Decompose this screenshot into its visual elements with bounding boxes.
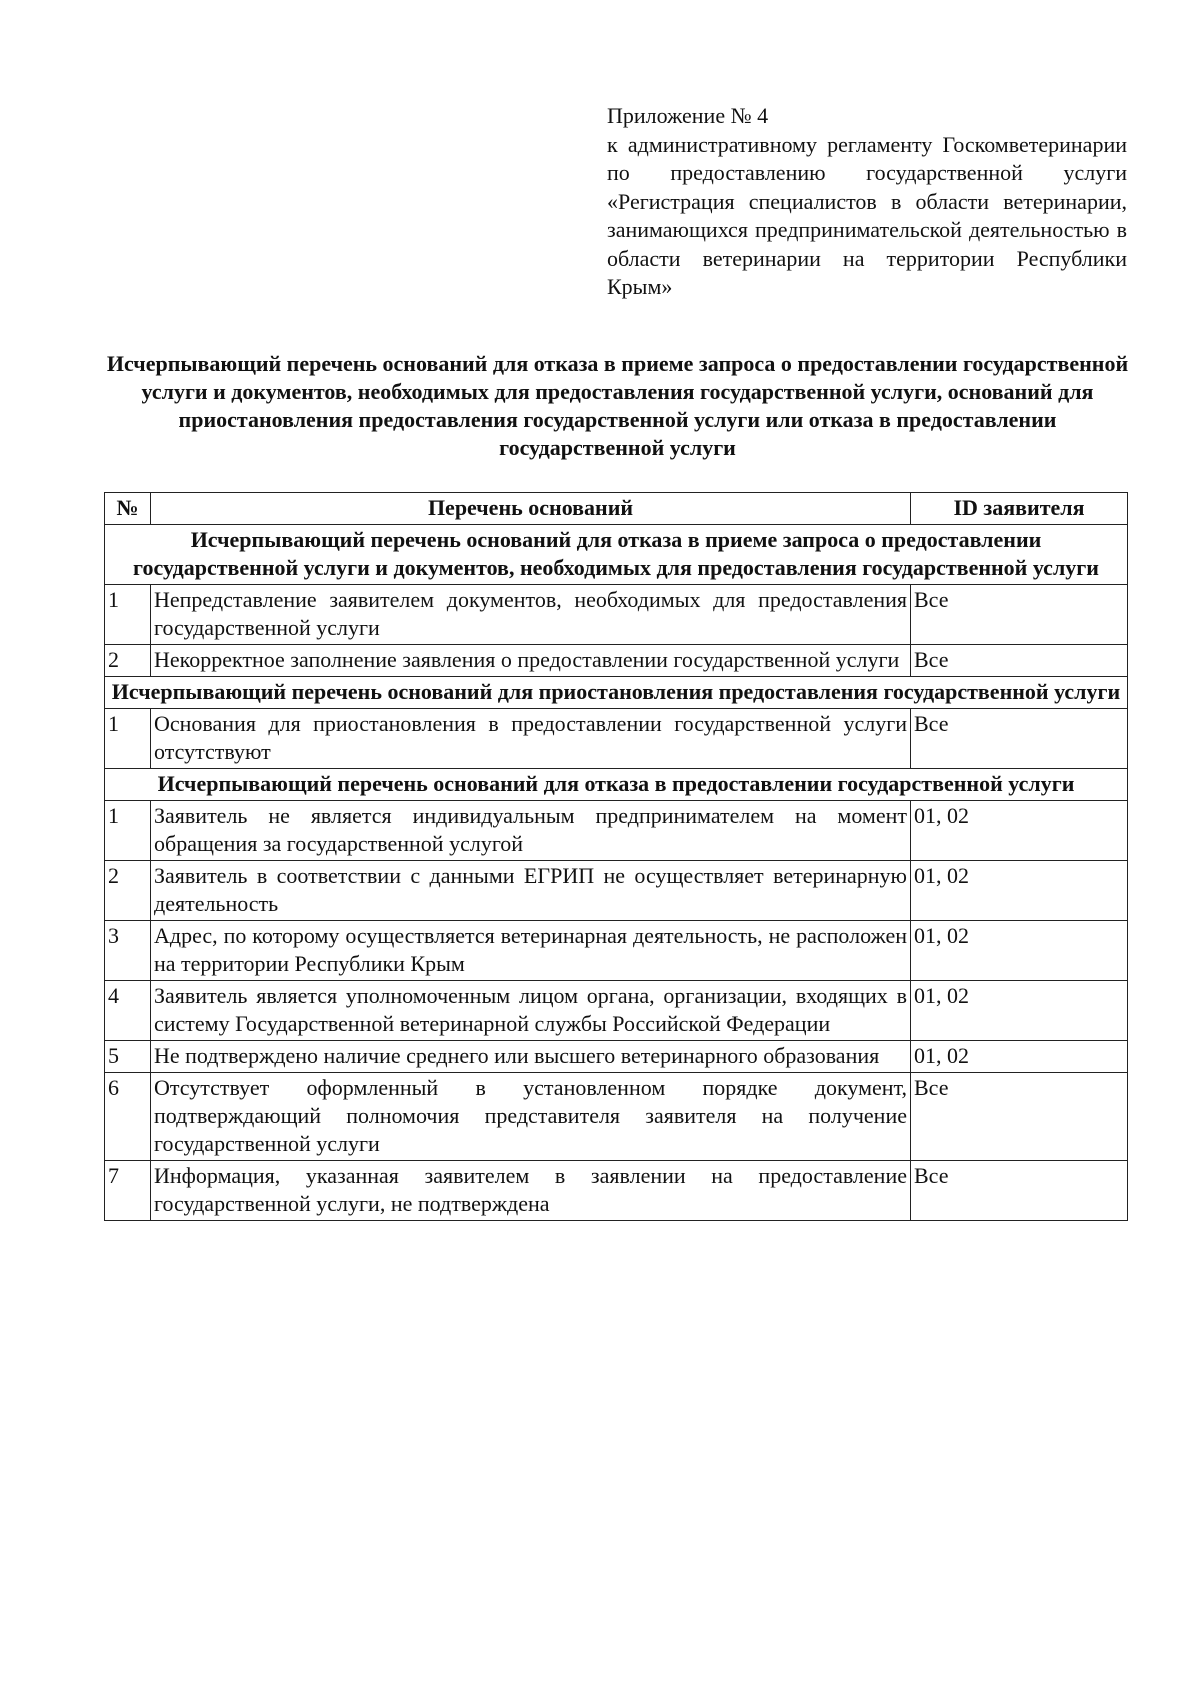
table-row [105, 1041, 1128, 1073]
appendix-title: Приложение № 4 [607, 103, 769, 128]
table-row [105, 1073, 1128, 1161]
section-title: Исчерпывающий перечень оснований для отказа в предоставлении государственной услуги [105, 769, 1128, 801]
row-applicant-id: Все [911, 1161, 1128, 1221]
table-header-row [105, 493, 1128, 525]
row-number: 1 [105, 801, 151, 861]
row-number: 6 [105, 1073, 151, 1161]
row-number: 3 [105, 921, 151, 981]
appendix-reference [607, 102, 1127, 302]
row-applicant-id: 01, 02 [911, 981, 1128, 1041]
row-applicant-id: Все [911, 709, 1128, 769]
table-body [105, 525, 1128, 1221]
row-ground-text: Основания для приостановления в предоставлении государственной услуги отсутствуют [151, 709, 911, 769]
row-ground-text: Заявитель не является индивидуальным предпринимателем на момент обращения за государственной услугой [151, 801, 911, 861]
header-applicant-id: ID заявителя [911, 493, 1128, 525]
table-row [105, 981, 1128, 1041]
table-row [105, 709, 1128, 769]
row-number: 4 [105, 981, 151, 1041]
row-ground-text: Заявитель в соответствии с данными ЕГРИП не осуществляет ветеринарную деятельность [151, 861, 911, 921]
document-heading: Исчерпывающий перечень оснований для отказа в приеме запроса о предоставлении государственной услуги и документов, необходимых для предоставления государственной услуги, оснований для приостановления предоставления государственной услуги или отказа в предоставлении государственной услуги [106, 351, 1129, 460]
section-title: Исчерпывающий перечень оснований для приостановления предоставления государственной услуги [105, 677, 1128, 709]
table-row [105, 801, 1128, 861]
row-applicant-id: 01, 02 [911, 1041, 1128, 1073]
row-ground-text: Непредставление заявителем документов, необходимых для предоставления государственной услуги [151, 585, 911, 645]
table-row [105, 861, 1128, 921]
row-applicant-id: Все [911, 645, 1128, 677]
row-applicant-id: Все [911, 585, 1128, 645]
header-num: № [105, 493, 151, 525]
row-applicant-id: Все [911, 1073, 1128, 1161]
table-row [105, 1161, 1128, 1221]
section-row [105, 677, 1128, 709]
row-number: 1 [105, 585, 151, 645]
row-number: 7 [105, 1161, 151, 1221]
header-grounds: Перечень оснований [151, 493, 911, 525]
row-ground-text: Адрес, по которому осуществляется ветеринарная деятельность, не расположен на территории Республики Крым [151, 921, 911, 981]
section-row [105, 769, 1128, 801]
row-ground-text: Отсутствует оформленный в установленном порядке документ, подтверждающий полномочия представителя заявителя на получение государственной услуги [151, 1073, 911, 1161]
section-row [105, 525, 1128, 585]
row-applicant-id: 01, 02 [911, 861, 1128, 921]
row-applicant-id: 01, 02 [911, 921, 1128, 981]
appendix-text: к административному регламенту Госкомветеринарии по предоставлению государственной услуги «Регистрация специалистов в области ветеринарии, занимающихся предпринимательской деятельностью в области ветеринарии на территории Республики Крым» [607, 131, 1127, 299]
row-ground-text: Некорректное заполнение заявления о предоставлении государственной услуги [151, 645, 911, 677]
row-ground-text: Заявитель является уполномоченным лицом органа, организации, входящих в систему Государственной ветеринарной службы Российской Федерации [151, 981, 911, 1041]
row-number: 1 [105, 709, 151, 769]
table-row [105, 921, 1128, 981]
row-ground-text: Не подтверждено наличие среднего или высшего ветеринарного образования [151, 1041, 911, 1073]
row-ground-text: Информация, указанная заявителем в заявлении на предоставление государственной услуги, не подтверждена [151, 1161, 911, 1221]
table-row [105, 585, 1128, 645]
grounds-table [104, 492, 1128, 1221]
row-applicant-id: 01, 02 [911, 801, 1128, 861]
section-title: Исчерпывающий перечень оснований для отказа в приеме запроса о предоставлении государственной услуги и документов, необходимых для предоставления государственной услуги [105, 525, 1128, 585]
row-number: 5 [105, 1041, 151, 1073]
row-number: 2 [105, 645, 151, 677]
table-row [105, 645, 1128, 677]
row-number: 2 [105, 861, 151, 921]
